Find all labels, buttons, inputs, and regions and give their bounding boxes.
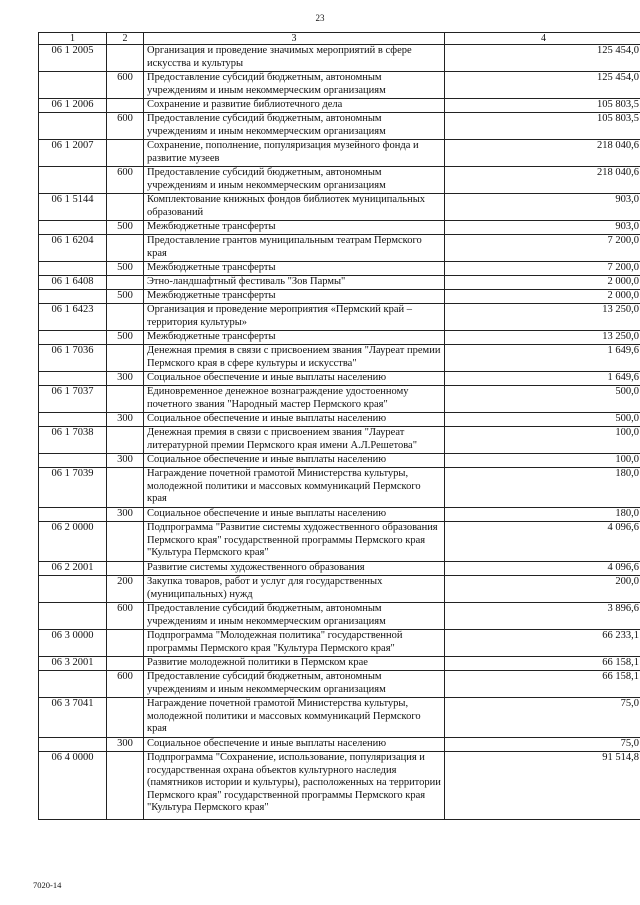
table-row xyxy=(39,140,640,167)
table-row xyxy=(39,113,640,140)
row-name-cell: Закупка товаров, работ и услуг для государственных (муниципальных) нужд xyxy=(144,576,445,603)
row-code-cell xyxy=(39,221,107,235)
row-name-cell: Развитие молодежной политики в Пермском крае xyxy=(144,657,445,671)
row-amount-cell: 66 158,1 xyxy=(445,671,640,698)
row-expense-type-cell: 300 xyxy=(107,454,144,468)
row-amount-cell: 75,0 xyxy=(445,698,640,738)
row-expense-type-cell: 500 xyxy=(107,331,144,345)
row-code-cell: 06 1 7039 xyxy=(39,468,107,508)
row-code-cell: 06 2 2001 xyxy=(39,562,107,576)
row-code-cell: 06 1 6423 xyxy=(39,304,107,331)
row-amount-cell: 2 000,0 xyxy=(445,276,640,290)
row-amount-cell: 105 803,5 xyxy=(445,113,640,140)
row-code-cell: 06 1 2005 xyxy=(39,45,107,72)
row-amount-cell: 2 000,0 xyxy=(445,290,640,304)
header-col-3: 3 xyxy=(144,33,445,45)
row-amount-cell: 218 040,6 xyxy=(445,167,640,194)
table-row xyxy=(39,522,640,562)
table-row xyxy=(39,671,640,698)
page-number: 23 xyxy=(315,13,325,23)
row-expense-type-cell: 600 xyxy=(107,113,144,140)
row-amount-cell: 180,0 xyxy=(445,468,640,508)
row-expense-type-cell: 500 xyxy=(107,290,144,304)
row-code-cell: 06 1 2007 xyxy=(39,140,107,167)
row-name-cell: Предоставление субсидий бюджетным, автономным учреждениям и иным некоммерческим организациям xyxy=(144,671,445,698)
row-amount-cell: 66 158,1 xyxy=(445,657,640,671)
table-row xyxy=(39,72,640,99)
row-expense-type-cell xyxy=(107,562,144,576)
row-amount-cell: 125 454,0 xyxy=(445,72,640,99)
row-amount-cell: 500,0 xyxy=(445,413,640,427)
row-name-cell: Подпрограмма "Молодежная политика" государственной программы Пермского края "Культура Пермского края" xyxy=(144,630,445,657)
row-code-cell xyxy=(39,738,107,752)
row-code-cell: 06 1 6204 xyxy=(39,235,107,262)
row-expense-type-cell: 500 xyxy=(107,221,144,235)
row-name-cell: Подпрограмма "Развитие системы художественного образования Пермского края" государственной программы Пермского края "Культура Пермского края" xyxy=(144,522,445,562)
row-code-cell xyxy=(39,603,107,630)
table-row xyxy=(39,562,640,576)
table-row xyxy=(39,468,640,508)
row-expense-type-cell xyxy=(107,468,144,508)
row-expense-type-cell xyxy=(107,235,144,262)
row-expense-type-cell xyxy=(107,427,144,454)
table-row xyxy=(39,413,640,427)
table-row xyxy=(39,331,640,345)
table-row xyxy=(39,603,640,630)
row-amount-cell: 4 096,6 xyxy=(445,562,640,576)
table-row xyxy=(39,276,640,290)
row-amount-cell: 100,0 xyxy=(445,454,640,468)
table-row xyxy=(39,304,640,331)
row-amount-cell: 125 454,0 xyxy=(445,45,640,72)
table-row xyxy=(39,427,640,454)
row-amount-cell: 180,0 xyxy=(445,508,640,522)
row-expense-type-cell: 300 xyxy=(107,372,144,386)
row-amount-cell: 1 649,6 xyxy=(445,345,640,372)
row-code-cell: 06 1 6408 xyxy=(39,276,107,290)
header-col-1: 1 xyxy=(39,33,107,45)
row-code-cell: 06 3 2001 xyxy=(39,657,107,671)
table-body xyxy=(39,45,640,820)
row-amount-cell: 500,0 xyxy=(445,386,640,413)
row-code-cell: 06 1 7036 xyxy=(39,345,107,372)
table-header-row xyxy=(39,33,640,45)
row-amount-cell: 13 250,0 xyxy=(445,304,640,331)
row-amount-cell: 105 803,5 xyxy=(445,99,640,113)
row-expense-type-cell xyxy=(107,698,144,738)
table-row xyxy=(39,194,640,221)
row-code-cell xyxy=(39,72,107,99)
row-code-cell xyxy=(39,262,107,276)
row-code-cell xyxy=(39,454,107,468)
row-amount-cell: 91 514,8 xyxy=(445,752,640,820)
row-name-cell: Денежная премия в связи с присвоением звания "Лауреат литературной премии Пермского края имени А.Л.Решетова" xyxy=(144,427,445,454)
row-expense-type-cell xyxy=(107,752,144,820)
row-code-cell: 06 3 7041 xyxy=(39,698,107,738)
row-code-cell xyxy=(39,576,107,603)
row-name-cell: Предоставление субсидий бюджетным, автономным учреждениям и иным некоммерческим организациям xyxy=(144,603,445,630)
row-name-cell: Организация и проведение мероприятия «Пермский край – территория культуры» xyxy=(144,304,445,331)
table-row xyxy=(39,576,640,603)
row-expense-type-cell xyxy=(107,386,144,413)
row-name-cell: Социальное обеспечение и иные выплаты населению xyxy=(144,738,445,752)
table-row xyxy=(39,290,640,304)
row-code-cell xyxy=(39,671,107,698)
row-amount-cell: 75,0 xyxy=(445,738,640,752)
table-row xyxy=(39,262,640,276)
row-name-cell: Денежная премия в связи с присвоением звания "Лауреат премии Пермского края в сфере культуры и искусства" xyxy=(144,345,445,372)
row-name-cell: Межбюджетные трансферты xyxy=(144,221,445,235)
row-name-cell: Сохранение и развитие библиотечного дела xyxy=(144,99,445,113)
row-expense-type-cell xyxy=(107,140,144,167)
row-expense-type-cell xyxy=(107,630,144,657)
row-expense-type-cell xyxy=(107,194,144,221)
row-name-cell: Развитие системы художественного образования xyxy=(144,562,445,576)
row-expense-type-cell: 200 xyxy=(107,576,144,603)
row-expense-type-cell xyxy=(107,99,144,113)
row-name-cell: Межбюджетные трансферты xyxy=(144,331,445,345)
row-expense-type-cell: 600 xyxy=(107,167,144,194)
row-code-cell xyxy=(39,413,107,427)
row-code-cell xyxy=(39,290,107,304)
row-name-cell: Социальное обеспечение и иные выплаты населению xyxy=(144,372,445,386)
table-row xyxy=(39,752,640,820)
header-col-2: 2 xyxy=(107,33,144,45)
table-row xyxy=(39,167,640,194)
row-expense-type-cell: 300 xyxy=(107,738,144,752)
row-name-cell: Межбюджетные трансферты xyxy=(144,290,445,304)
row-expense-type-cell: 600 xyxy=(107,671,144,698)
row-name-cell: Подпрограмма "Сохранение, использование, популяризация и государственная охрана объектов культурного наследия (памятников истории и культуры), расположенных на территории Пермского края" государственной программы Пермского края "Культура Пермского края" xyxy=(144,752,445,820)
row-name-cell: Предоставление грантов муниципальным театрам Пермского края xyxy=(144,235,445,262)
row-code-cell: 06 1 7037 xyxy=(39,386,107,413)
row-expense-type-cell: 300 xyxy=(107,413,144,427)
row-name-cell: Организация и проведение значимых мероприятий в сфере искусства и культуры xyxy=(144,45,445,72)
row-name-cell: Сохранение, пополнение, популяризация музейного фонда и развитие музеев xyxy=(144,140,445,167)
row-expense-type-cell xyxy=(107,657,144,671)
row-amount-cell: 13 250,0 xyxy=(445,331,640,345)
row-code-cell: 06 3 0000 xyxy=(39,630,107,657)
row-name-cell: Комплектование книжных фондов библиотек муниципальных образований xyxy=(144,194,445,221)
row-expense-type-cell: 300 xyxy=(107,508,144,522)
row-code-cell: 06 4 0000 xyxy=(39,752,107,820)
row-name-cell: Награждение почетной грамотой Министерства культуры, молодежной политики и массовых коммуникаций Пермского края xyxy=(144,468,445,508)
table-row xyxy=(39,372,640,386)
row-name-cell: Этно-ландшафтный фестиваль "Зов Пармы" xyxy=(144,276,445,290)
row-code-cell xyxy=(39,167,107,194)
row-code-cell: 06 1 7038 xyxy=(39,427,107,454)
row-amount-cell: 200,0 xyxy=(445,576,640,603)
row-amount-cell: 7 200,0 xyxy=(445,262,640,276)
row-name-cell: Межбюджетные трансферты xyxy=(144,262,445,276)
row-code-cell xyxy=(39,508,107,522)
row-code-cell xyxy=(39,372,107,386)
table-row xyxy=(39,45,640,72)
row-expense-type-cell xyxy=(107,45,144,72)
footer-code: 7020-14 xyxy=(33,880,62,890)
row-code-cell xyxy=(39,331,107,345)
table-row xyxy=(39,235,640,262)
row-amount-cell: 7 200,0 xyxy=(445,235,640,262)
row-expense-type-cell xyxy=(107,522,144,562)
table-row xyxy=(39,99,640,113)
row-expense-type-cell: 600 xyxy=(107,72,144,99)
table-row xyxy=(39,698,640,738)
table-row xyxy=(39,657,640,671)
row-amount-cell: 4 096,6 xyxy=(445,522,640,562)
row-name-cell: Предоставление субсидий бюджетным, автономным учреждениям и иным некоммерческим организациям xyxy=(144,72,445,99)
row-expense-type-cell xyxy=(107,304,144,331)
row-code-cell: 06 2 0000 xyxy=(39,522,107,562)
row-amount-cell: 1 649,6 xyxy=(445,372,640,386)
row-code-cell: 06 1 5144 xyxy=(39,194,107,221)
budget-table xyxy=(38,32,640,820)
row-expense-type-cell xyxy=(107,345,144,372)
row-expense-type-cell: 500 xyxy=(107,262,144,276)
row-name-cell: Предоставление субсидий бюджетным, автономным учреждениям и иным некоммерческим организациям xyxy=(144,167,445,194)
table-row xyxy=(39,630,640,657)
row-amount-cell: 903,0 xyxy=(445,194,640,221)
row-amount-cell: 66 233,1 xyxy=(445,630,640,657)
table-row xyxy=(39,345,640,372)
row-name-cell: Предоставление субсидий бюджетным, автономным учреждениям и иным некоммерческим организациям xyxy=(144,113,445,140)
row-expense-type-cell xyxy=(107,276,144,290)
row-name-cell: Социальное обеспечение и иные выплаты населению xyxy=(144,454,445,468)
row-amount-cell: 3 896,6 xyxy=(445,603,640,630)
table-row xyxy=(39,508,640,522)
header-col-4: 4 xyxy=(445,33,640,45)
row-code-cell: 06 1 2006 xyxy=(39,99,107,113)
table-row xyxy=(39,738,640,752)
row-name-cell: Социальное обеспечение и иные выплаты населению xyxy=(144,413,445,427)
row-name-cell: Единовременное денежное вознаграждение удостоенному почетного звания "Народный мастер Пермского края" xyxy=(144,386,445,413)
row-expense-type-cell: 600 xyxy=(107,603,144,630)
table-row xyxy=(39,386,640,413)
row-name-cell: Социальное обеспечение и иные выплаты населению xyxy=(144,508,445,522)
table-row xyxy=(39,221,640,235)
row-code-cell xyxy=(39,113,107,140)
row-amount-cell: 218 040,6 xyxy=(445,140,640,167)
row-name-cell: Награждение почетной грамотой Министерства культуры, молодежной политики и массовых коммуникаций Пермского края xyxy=(144,698,445,738)
row-amount-cell: 100,0 xyxy=(445,427,640,454)
table-row xyxy=(39,454,640,468)
row-amount-cell: 903,0 xyxy=(445,221,640,235)
